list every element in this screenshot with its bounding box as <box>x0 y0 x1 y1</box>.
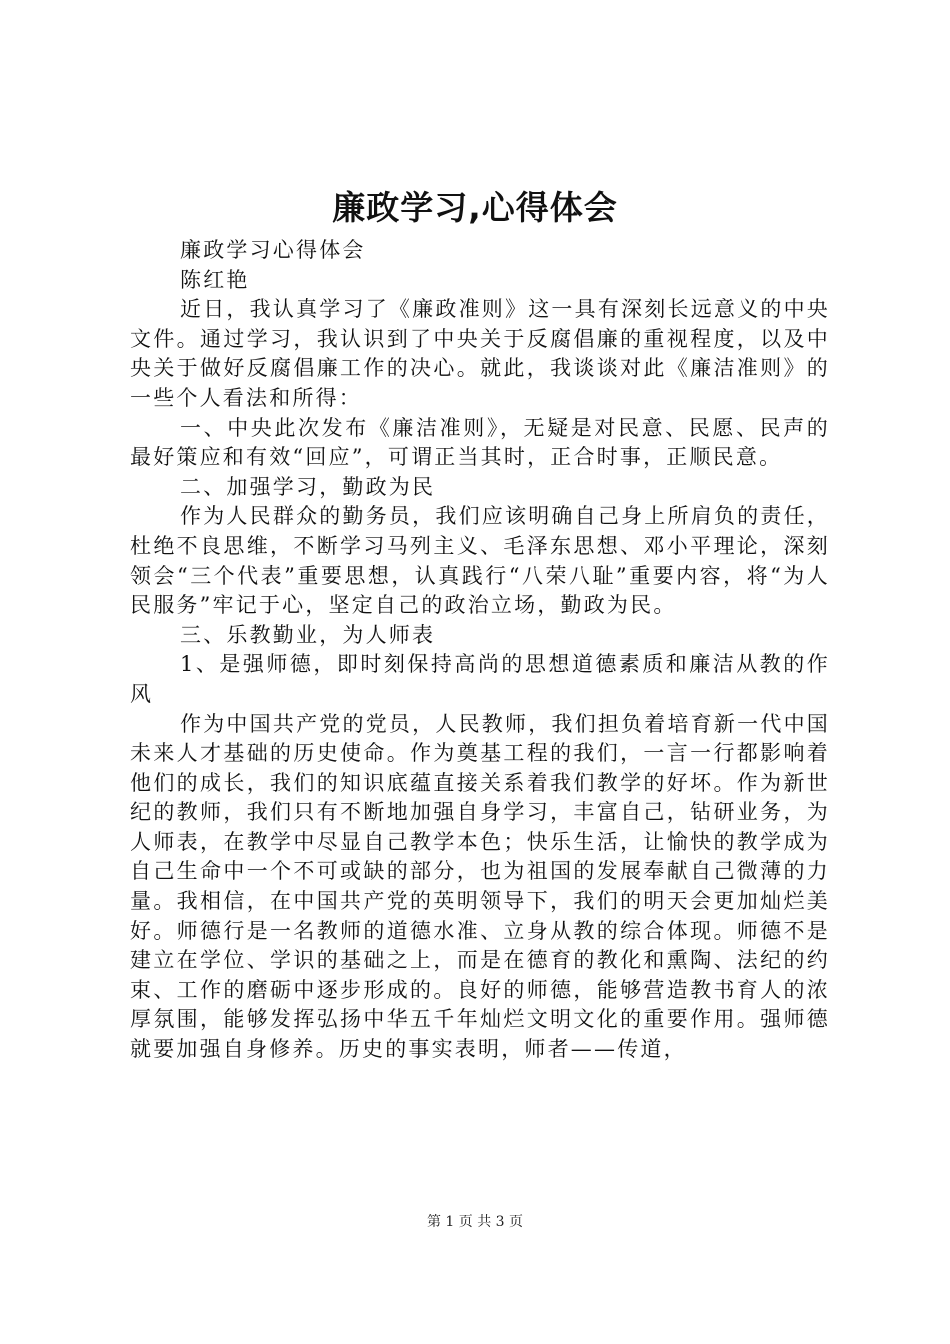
section-two-paragraph: 作为人民群众的勤务员，我们应该明确自己身上所肩负的责任，杜绝不良思维，不断学习马列主义、毛泽东思想、邓小平理论，深刻领会“三个代表”重要思想，认真践行“八荣八耻”重要内容，将“为人民服务”牢记于心，坚定自己的政治立场，勤政为民。 <box>130 504 830 618</box>
subsection-one-heading: 1、是强师德，即时刻保持高尚的思想道德素质和廉洁从教的作风 <box>130 652 830 706</box>
section-one-paragraph: 一、中央此次发布《廉洁准则》，无疑是对民意、民愿、民声的最好策应和有效“回应”，可谓正当其时，正合时事，正顺民意。 <box>130 415 830 470</box>
subtitle-paragraph: 廉政学习心得体会 <box>180 238 366 262</box>
author-paragraph: 陈红艳 <box>180 267 250 292</box>
section-two-heading: 二、加强学习，勤政为民 <box>180 474 436 499</box>
section-three-heading: 三、乐教勤业，为人师表 <box>180 622 436 647</box>
document-body <box>130 236 830 1065</box>
page-footer: 第 1 页 共 3 页 <box>426 1214 524 1230</box>
intro-paragraph: 近日，我认真学习了《廉政准则》这一具有深刻长远意义的中央文件。通过学习，我认识到了中央关于反腐倡廉的重视程度，以及中央关于做好反腐倡廉工作的决心。就此，我谈谈对此《廉洁准则》的一些个人看法和所得： <box>130 297 830 410</box>
subsection-one-paragraph: 作为中国共产党的党员，人民教师，我们担负着培育新一代中国未来人才基础的历史使命。作为奠基工程的我们，一言一行都影响着他们的成长，我们的知识底蕴直接关系着我们教学的好坏。作为新世纪的教师，我们只有不断地加强自身学习，丰富自己，钻研业务，为人师表，在教学中尽显自己教学本色；快乐生活，让愉快的教学成为自己生命中一个不可或缺的部分，也为祖国的发展奉献自己微薄的力量。我相信，在中国共产党的英明领导下，我们的明天会更加灿烂美好。师德行是一名教师的道德水准、立身从教的综合体现。师德不是建立在学位、学识的基础之上，而是在德育的教化和熏陶、法纪的约束、工作的磨砺中逐步形成的。良好的师德，能够营造教书育人的浓厚氛围，能够发挥弘扬中华五千年灿烂文明文化的重要作用。强师德就要加强自身修养。历史的事实表明，师者——传道， <box>130 711 830 1062</box>
document-title: 廉政学习,心得体会 <box>332 188 618 227</box>
